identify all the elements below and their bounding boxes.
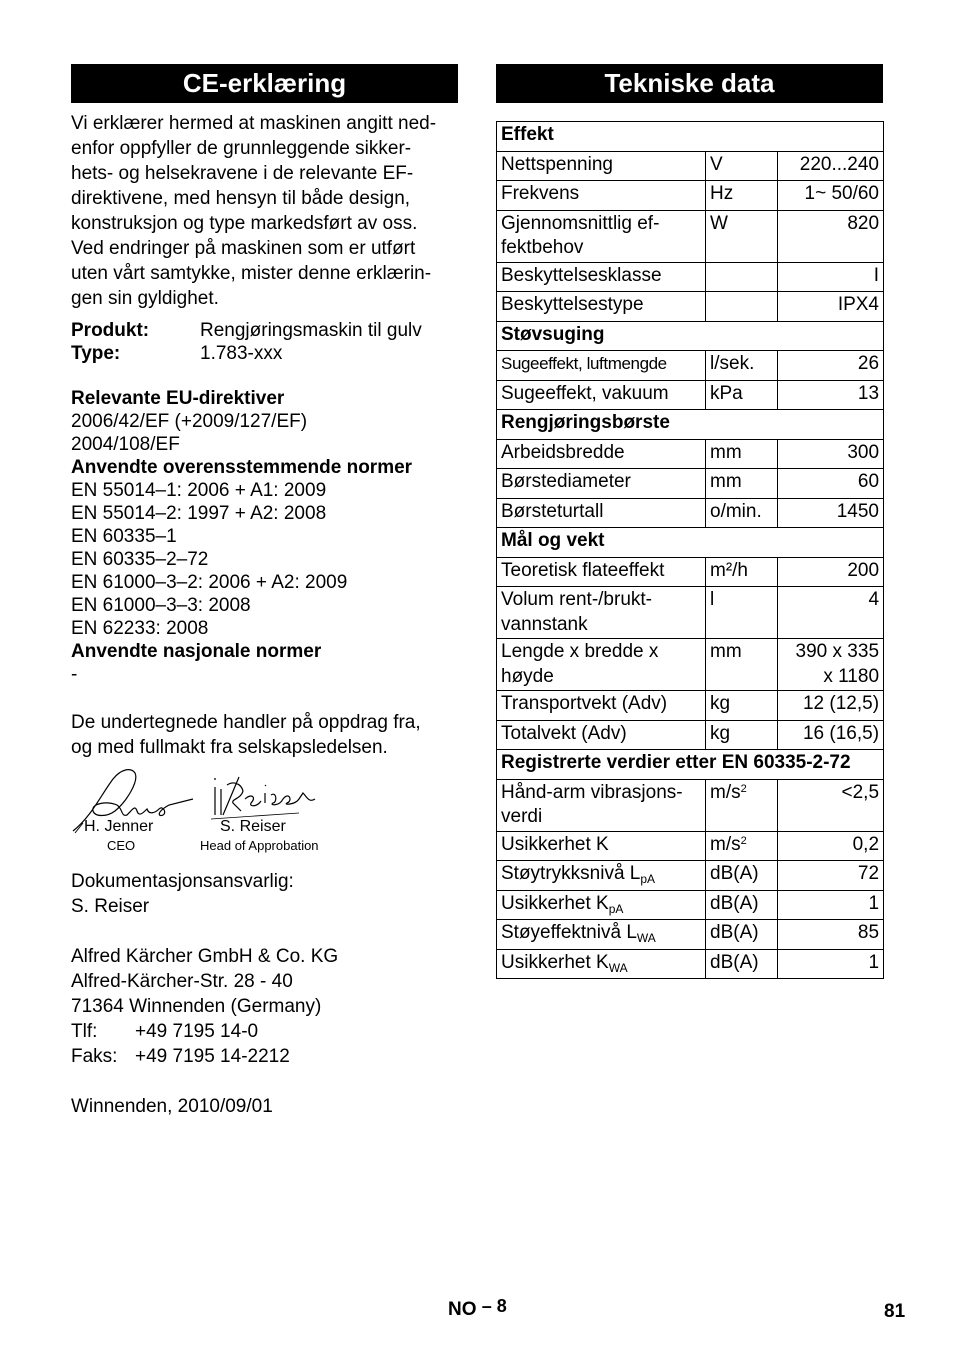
unit-base: m/s — [710, 833, 741, 855]
value-cell: 13 — [778, 380, 884, 410]
national-norms-value: - — [71, 664, 78, 685]
unit-cell: m²/h — [706, 557, 778, 587]
table-row — [497, 469, 884, 499]
national-norms-heading: Anvendte nasjonale normer — [71, 641, 322, 662]
unit-cell: l/sek. — [706, 351, 778, 381]
value-cell: I — [778, 262, 884, 292]
value-cell: 1~ 50/60 — [778, 181, 884, 211]
param-cell — [497, 587, 706, 639]
signer1-name: H. Jenner — [84, 818, 154, 835]
table-row — [497, 210, 884, 262]
param-cell: Børsteturtall — [497, 498, 706, 528]
param-cell: Sugeeffekt, luftmengde — [497, 351, 706, 381]
param-line: høyde — [501, 665, 554, 687]
value-cell: 72 — [778, 861, 884, 891]
table-row — [497, 831, 884, 861]
value-cell: <2,5 — [778, 779, 884, 831]
param-cell — [497, 210, 706, 262]
param-text: Usikkerhet K — [501, 951, 609, 973]
directives-heading: Relevante EU-direktiver — [71, 388, 285, 409]
value-cell: 220...240 — [778, 151, 884, 181]
signature-reiser — [211, 773, 321, 823]
param-cell — [497, 949, 706, 979]
table-row — [497, 380, 884, 410]
section-registrerte-verdier: Registrerte verdier etter EN 60335-2-72 — [497, 750, 884, 780]
value-cell: 16 (16,5) — [778, 720, 884, 750]
table-row — [497, 262, 884, 292]
value-line: x 1180 — [823, 665, 880, 687]
unit-cell: V — [706, 151, 778, 181]
param-line: Lengde x bredde x — [501, 641, 659, 662]
unit-cell: dB(A) — [706, 949, 778, 979]
value-line: 390 x 335 — [795, 641, 880, 662]
unit-cell: mm — [706, 439, 778, 469]
param-subscript: pA — [608, 901, 624, 916]
footer-page-number: 81 — [884, 1301, 906, 1322]
table-row — [497, 181, 884, 211]
param-subscript: pA — [640, 872, 656, 886]
value-cell: 12 (12,5) — [778, 691, 884, 721]
contact-block — [71, 869, 461, 1119]
norm-item: EN 60335–2–72 — [71, 549, 209, 570]
param-text: Støytrykksnivå L — [501, 863, 641, 884]
norm-item: EN 61000–3–3: 2008 — [71, 595, 251, 616]
unit-cell: W — [706, 210, 778, 262]
norm-item: EN 55014–1: 2006 + A1: 2009 — [71, 480, 327, 501]
unit-cell: kg — [706, 720, 778, 750]
value-cell: 820 — [778, 210, 884, 262]
intro-line: hets- og helsekravene i de relevante EF- — [71, 163, 414, 184]
param-cell: Transportvekt (Adv) — [497, 691, 706, 721]
value-cell: 0,2 — [778, 831, 884, 861]
table-row — [497, 439, 884, 469]
unit-cell: kg — [706, 691, 778, 721]
param-text: Usikkerhet K — [501, 892, 609, 914]
ce-declaration-column — [71, 111, 461, 760]
type-label: Type: — [71, 343, 121, 364]
norm-item: EN 55014–2: 1997 + A2: 2008 — [71, 503, 327, 524]
footer-language-page — [448, 1297, 507, 1322]
unit-cell: o/min. — [706, 498, 778, 528]
signer1-role: CEO — [107, 838, 136, 853]
signer2-name: S. Reiser — [220, 818, 286, 835]
table-row — [497, 691, 884, 721]
doc-responsible-label: Dokumentasjonsansvarlig: — [71, 871, 294, 892]
place-date: Winnenden, 2010/09/01 — [71, 1096, 273, 1117]
table-section-row — [497, 410, 884, 440]
unit-cell: dB(A) — [706, 890, 778, 920]
footer-section-page: – 8 — [481, 1296, 507, 1316]
param-cell: Arbeidsbredde — [497, 439, 706, 469]
ce-declaration-title: CE-erklæring — [71, 64, 458, 103]
table-section-row — [497, 750, 884, 780]
product-value: Rengjøringsmaskin til gulv — [200, 320, 422, 341]
signers-line: og med fullmakt fra selskapsledelsen. — [71, 737, 388, 758]
fax-label: Faks: — [71, 1046, 118, 1067]
unit-cell: mm — [706, 639, 778, 691]
value-cell: 26 — [778, 351, 884, 381]
table-row — [497, 890, 884, 920]
intro-line: konstruksjon og type markedsført av oss. — [71, 213, 418, 234]
unit-cell: Hz — [706, 181, 778, 211]
product-label: Produkt: — [71, 320, 150, 341]
param-line: Hånd-arm vibrasjons- — [501, 781, 683, 803]
table-row — [497, 639, 884, 691]
directives-block — [71, 387, 461, 686]
table-row — [497, 498, 884, 528]
directive-item: 2006/42/EF (+2009/127/EF) — [71, 411, 308, 432]
signatures — [71, 765, 371, 860]
unit-cell: dB(A) — [706, 861, 778, 891]
param-cell: Frekvens — [497, 181, 706, 211]
table-row — [497, 351, 884, 381]
param-cell: Sugeeffekt, vakuum — [497, 380, 706, 410]
unit-cell — [706, 262, 778, 292]
intro-line: uten vårt samtykke, mister denne erklærin- — [71, 263, 432, 284]
signers-line: De undertegnede handler på oppdrag fra, — [71, 712, 421, 733]
value-cell: 1 — [778, 949, 884, 979]
value-cell: 60 — [778, 469, 884, 499]
unit-cell: kPa — [706, 380, 778, 410]
unit-cell: dB(A) — [706, 920, 778, 950]
company-name: Alfred Kärcher GmbH & Co. KG — [71, 946, 339, 967]
param-cell: Beskyttelsestype — [497, 292, 706, 322]
technical-data-table — [496, 121, 884, 979]
tel-label: Tlf: — [71, 1021, 98, 1042]
unit-cell — [706, 292, 778, 322]
table-row — [497, 587, 884, 639]
param-subscript: WA — [636, 931, 656, 945]
intro-line: enfor oppfyller de grunnleggende sikker- — [71, 138, 412, 159]
company-street: Alfred-Kärcher-Str. 28 - 40 — [71, 971, 293, 992]
norms-heading: Anvendte overensstemmende normer — [71, 457, 413, 478]
section-stovsuging: Støvsuging — [497, 321, 884, 351]
table-row — [497, 861, 884, 891]
table-section-row — [497, 122, 884, 152]
unit-cell — [706, 831, 778, 861]
value-cell — [778, 639, 884, 691]
param-cell: Totalvekt (Adv) — [497, 720, 706, 750]
norm-item: EN 60335–1 — [71, 526, 177, 547]
unit-exponent: 2 — [740, 782, 747, 795]
type-value: 1.783-xxx — [200, 343, 283, 364]
param-cell — [497, 779, 706, 831]
param-cell — [497, 890, 706, 920]
value-cell: 85 — [778, 920, 884, 950]
param-subscript: WA — [608, 960, 628, 975]
value-cell: 4 — [778, 587, 884, 639]
param-line: fektbehov — [501, 237, 584, 258]
fax-value: +49 7195 14-2212 — [135, 1046, 290, 1067]
intro-line: Ved endringer på maskinen som er utført — [71, 238, 416, 259]
param-line: vannstank — [501, 613, 588, 635]
signer2-role: Head of Approbation — [200, 838, 319, 853]
directive-item: 2004/108/EF — [71, 434, 180, 455]
table-section-row — [497, 528, 884, 558]
tel-value: +49 7195 14-0 — [135, 1021, 259, 1042]
param-line: verdi — [501, 806, 543, 827]
unit-cell: l — [706, 587, 778, 639]
param-line: Volum rent-/brukt- — [501, 589, 652, 610]
param-text: Støyeffektnivå L — [501, 922, 637, 943]
intro-line: direktivene, med hensyn til både design, — [71, 188, 411, 209]
unit-cell — [706, 779, 778, 831]
param-cell — [497, 920, 706, 950]
technical-data-title: Tekniske data — [496, 64, 883, 103]
param-cell: Nettspenning — [497, 151, 706, 181]
table-row — [497, 720, 884, 750]
footer-language: NO — [448, 1299, 477, 1320]
declaration-intro — [71, 111, 461, 311]
value-cell: IPX4 — [778, 292, 884, 322]
company-city: 71364 Winnenden (Germany) — [71, 996, 322, 1017]
param-cell: Beskyttelsesklasse — [497, 262, 706, 292]
intro-line: gen sin gyldighet. — [71, 288, 219, 309]
table-row — [497, 920, 884, 950]
table-section-row — [497, 321, 884, 351]
param-cell — [497, 639, 706, 691]
unit-cell: mm — [706, 469, 778, 499]
signers-text — [71, 710, 461, 760]
section-mal-og-vekt: Mål og vekt — [497, 528, 884, 558]
norm-item: EN 61000–3–2: 2006 + A2: 2009 — [71, 572, 348, 593]
value-cell: 300 — [778, 439, 884, 469]
param-cell: Børstediameter — [497, 469, 706, 499]
value-cell: 1450 — [778, 498, 884, 528]
value-cell: 200 — [778, 557, 884, 587]
section-rengjoringsborste: Rengjøringsbørste — [497, 410, 884, 440]
table-row — [497, 557, 884, 587]
intro-line: Vi erklærer hermed at maskinen angitt ned- — [71, 113, 437, 134]
table-row — [497, 779, 884, 831]
table-row — [497, 151, 884, 181]
table-row — [497, 292, 884, 322]
section-effekt: Effekt — [497, 122, 884, 152]
param-line: Gjennomsnittlig ef- — [501, 212, 660, 234]
table-row — [497, 949, 884, 979]
doc-responsible-name: S. Reiser — [71, 896, 150, 917]
unit-exponent: 2 — [740, 834, 747, 847]
norm-item: EN 62233: 2008 — [71, 618, 209, 639]
param-cell: Teoretisk flateeffekt — [497, 557, 706, 587]
value-cell: 1 — [778, 890, 884, 920]
product-info — [71, 319, 461, 365]
unit-base: m/s — [710, 781, 741, 803]
param-cell: Usikkerhet K — [497, 831, 706, 861]
param-cell — [497, 861, 706, 891]
